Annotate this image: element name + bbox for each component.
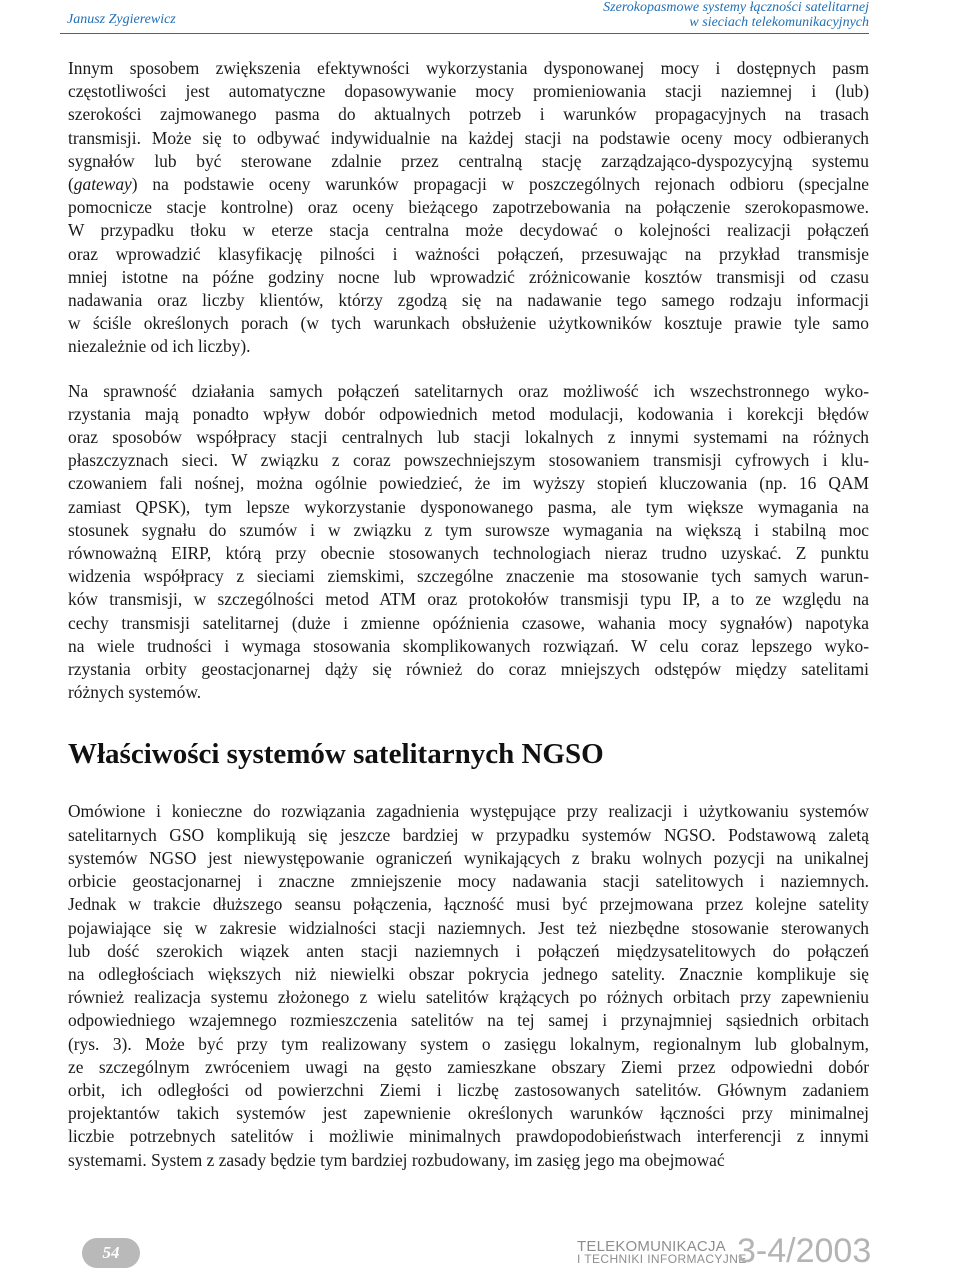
running-header-author: Janusz Zygierewicz	[67, 12, 176, 27]
text-line: oraz sposobów współpracy stacji centralnych lub stacji lokalnych z innymi systemami na różnych	[68, 427, 869, 448]
text-line: transmisji. Może się to odbywać indywidualnie na każdej stacji na podstawie oceny mocy odbieranych	[68, 127, 869, 148]
text-line: częstotliwości jest automatyczne dopasowywanie mocy promieniowania stacji naziemnej i (lub)	[68, 81, 869, 102]
running-header-title-line2: w sieciach telekomunikacyjnych	[689, 15, 869, 30]
text-line: ków transmisji, w szczególności metod ATM oraz protokołów transmisji typu IP, a to ze względu na	[68, 589, 869, 610]
text-line: oraz wprowadzić klasyfikację pilności i ważności połączeń, przesuwając na przykład transmisje	[68, 243, 869, 264]
text-line: również realizacja systemu złożonego z wielu satelitów krążących po różnych orbitach przy zapewnieniu	[68, 987, 869, 1008]
page-number-badge	[82, 1238, 140, 1268]
page-number: 54	[102, 1243, 120, 1262]
text-line: równoważną EIRP, którą przy obecnie stosowanych technologiach nieraz trudno uzyskać. Z punktu	[68, 543, 869, 564]
magazine-name-line2: I TECHNIKI INFORMACYJNE	[577, 1252, 747, 1266]
text-line: systemów NGSO jest niewystępowanie ograniczeń wynikających z braku wolnych pozycji na unikalnej	[68, 847, 869, 868]
text-line: orbicie geostacjonarnej i znaczne zmniejszenie mocy nadawania stacji satelitowych i naziemnych.	[68, 871, 869, 892]
text-line: widzenia współpracy z sieciami ziemskimi, szczególne znaczenie ma stosowanie tych samych warun-	[68, 566, 869, 587]
paragraph-1	[68, 57, 869, 359]
text-line: na odległościach większych niż niewielki obszar pokrycia jednego satelity. Znacznie komplikuje się	[68, 963, 869, 984]
text-line: sygnałów lub być sterowane zdalnie przez centralną stację zarządzająco-dyspozycyjną systemu	[68, 150, 869, 171]
header-divider	[60, 33, 869, 34]
issue-number: 3-4/2003	[737, 1232, 872, 1270]
text-line: odpowiedniego wzajemnego rozmieszczenia satelitów na tej samej i przynajmniej sąsiednich orbitach	[68, 1010, 869, 1031]
text-line: stosunek sygnału do szumów i w związku z tym surowsze wymagania na większą i stabilną moc	[68, 519, 869, 540]
magazine-name	[577, 1240, 747, 1266]
text-line: systemami. System z zasady będzie tym bardziej rozbudowany, im zasięg jego ma obejmować	[68, 1149, 725, 1170]
text-line: (gateway) na podstawie oceny warunków propagacji w poszczególnych rejonach odbioru (specjalne	[68, 174, 869, 195]
text-line: Jednak w trakcie dłuższego seansu połączenia, łączność musi być przejmowana przez kolejne satelity	[68, 894, 869, 915]
text-line: Na sprawność działania samych połączeń satelitarnych oraz możliwość ich wszechstronnego wyko-	[68, 380, 869, 401]
text-line: satelitarnych GSO komplikują się jeszcze bardziej w przypadku systemów NGSO. Podstawową zaletą	[68, 824, 869, 845]
text-line: mniej istotne na późne godziny nocne lub wprowadzić zróżnicowanie kosztów transmisji od czasu	[68, 266, 869, 287]
text-line: w ściśle określonych porach (w tych warunkach obsłużenie użytkowników kosztuje prawie tyle samo	[68, 313, 869, 334]
text-line: cechy transmisji satelitarnej (duże i zmienne opóźnienia czasowe, wahania mocy sygnałów) napotyka	[68, 612, 869, 633]
section-heading: Właściwości systemów satelitarnych NGSO	[68, 738, 604, 771]
text-line: pomocnicze stacje kontrolne) oraz oceny bieżącego zapotrzebowania na połączenie szerokopasmowe.	[68, 197, 869, 218]
text-line: czowaniem fali nośnej, można ogólnie powiedzieć, że im wyższy stopień kluczowania (np. 16 QAM	[68, 473, 869, 494]
text-line: na wiele trudności i wymaga stosowania skomplikowanych rozwiązań. W celu coraz lepszego wyko-	[68, 635, 869, 656]
text-line: rzystania mają ponadto wpływ dobór odpowiednich metod modulacji, kodowania i korekcji błędów	[68, 403, 869, 424]
paragraph-3	[68, 800, 869, 1171]
text-line: ze szczególnym zwróceniem uwagi na gęsto zamieszkane obszary Ziemi przez odpowiedni dobór	[68, 1056, 869, 1077]
text-line: rzystania orbity geostacjonarnej dąży się również do coraz mniejszych odstępów między satelitami	[68, 659, 869, 680]
running-header-title-line1: Szerokopasmowe systemy łączności satelitarnej	[603, 0, 869, 15]
text-line: płaszczyznach sieci. W związku z coraz powszechniejszym stosowaniem transmisji cyfrowych i klu-	[68, 450, 869, 471]
text-line: Omówione i konieczne do rozwiązania zagadnienia występujące przy realizacji i użytkowaniu systemów	[68, 801, 869, 822]
paragraph-2	[68, 380, 869, 705]
text-line: orbit, ich odległości od powierzchni Ziemi i liczbę zastosowanych satelitów. Głównym zadaniem	[68, 1079, 869, 1100]
text-line: liczbie potrzebnych satelitów i możliwie minimalnych prawdopodobieństwach interferencji z innymi	[68, 1126, 869, 1147]
magazine-name-line1: TELEKOMUNIKACJA	[577, 1238, 726, 1255]
text-line: różnych systemów.	[68, 682, 202, 703]
text-line: pojawiające się w zakresie widzialności stacji naziemnych. Jest też niezbędne stosowanie sterowanych	[68, 917, 869, 938]
running-header-title	[469, 0, 869, 30]
text-line: projektantów takich systemów jest zapewnienie określonych warunków łączności przy minimalnej	[68, 1103, 869, 1124]
text-line: Innym sposobem zwiększenia efektywności wykorzystania dysponowanej mocy i dostępnych pasm	[68, 58, 869, 78]
text-line: niezależnie od ich liczby).	[68, 336, 251, 357]
article-body	[68, 56, 869, 1172]
text-line: szerokości zajmowanego pasma do aktualnych potrzeb i warunków propagacyjnych na trasach	[68, 104, 869, 125]
text-line: lub dość szerokich wiązek anten stacji naziemnych i połączeń międzysatelitowych do połączeń	[68, 940, 869, 961]
text-line: nadawania oraz liczby klientów, którzy zgodzą się na nadawanie tego samego rodzaju informacji	[68, 290, 869, 311]
text-line: (rys. 3). Może być przy tym realizowany system o zasięgu lokalnym, regionalnym lub globalnym,	[68, 1033, 869, 1054]
text-line: W przypadku tłoku w eterze stacja centralna może decydować o kolejności realizacji połączeń	[68, 220, 869, 241]
text-line: zamiast QPSK), tym lepsze wykorzystanie dysponowanego pasma, ale tym większe wymagania na	[68, 496, 869, 517]
